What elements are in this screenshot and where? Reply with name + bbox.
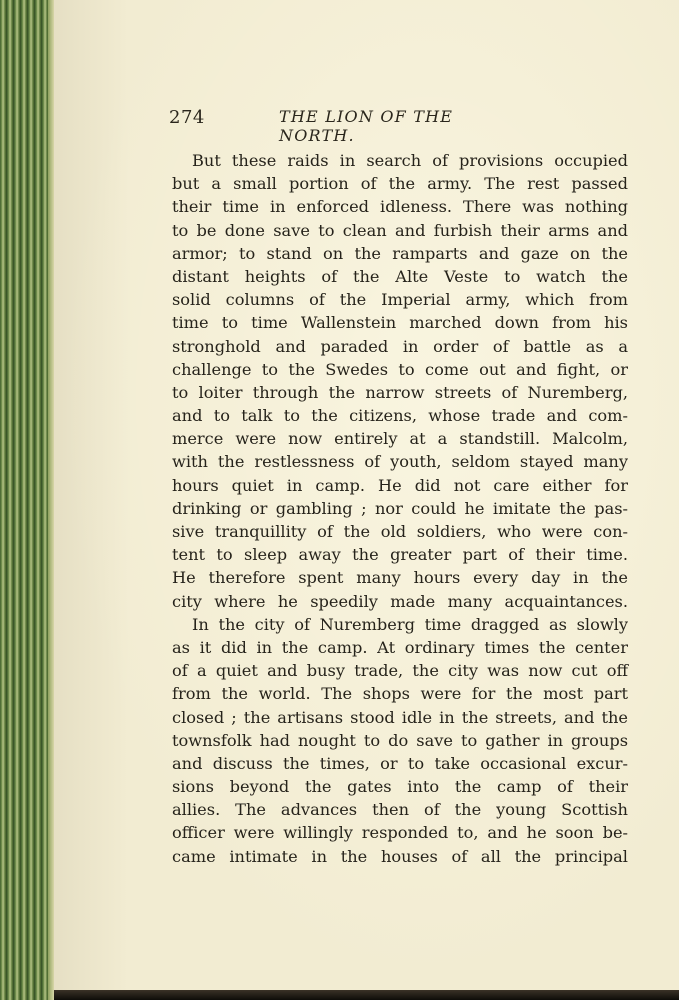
text-line: time to time Wallenstein marched down from his [172,313,628,333]
paragraph-1 [172,149,628,613]
text-line: officer were willingly responded to, and he soon be- [172,823,628,843]
page-edges [0,0,54,1000]
text-line: But these raids in search of provisions occupied [192,151,628,170]
text-line: and to talk to the citizens, whose trade and com- [172,406,628,426]
text-line: hours quiet in camp. He did not care either for [172,475,628,495]
text-line: as it did in the camp. At ordinary times the center [172,637,628,657]
paragraph-2 [172,613,628,868]
text-line: with the restlessness of youth, seldom stayed many [172,452,628,472]
text-line: their time in enforced idleness. There was nothing [172,197,628,217]
text-line: In the city of Nuremberg time dragged as slowly [192,614,628,634]
text-line: solid columns of the Imperial army, which from [172,290,628,310]
running-title: THE LION OF THE NORTH. [279,107,454,145]
text-line: tent to sleep away the greater part of their time. [172,545,628,565]
text-line: stronghold and paraded in order of battle as a [172,336,628,356]
running-head [169,104,529,145]
page-number: 274 [169,107,205,128]
text-line: sions beyond the gates into the camp of their [172,777,628,797]
text-line: drinking or gambling ; nor could he imitate the pas- [172,498,628,518]
text-line: sive tranquillity of the old soldiers, who were con- [172,522,628,541]
text-line: armor; to stand on the ramparts and gaze on the [172,243,628,263]
text-line: challenge to the Swedes to come out and fight, or [172,359,628,379]
body-text [172,149,628,868]
text-line: came intimate in the houses of all the principal [172,846,628,866]
text-line: He therefore spent many hours every day in the [172,568,628,588]
text-line: and discuss the times, or to take occasional excur- [172,753,628,773]
text-line: allies. The advances then of the young Scottish [172,800,628,820]
text-line: distant heights of the Alte Veste to watch the [172,266,628,286]
text-line: but a small portion of the army. The rest passed [172,174,628,194]
page-bottom-shadow [54,990,679,1000]
text-line: from the world. The shops were for the most part [172,684,628,704]
text-line: to loiter through the narrow streets of Nuremberg, [172,382,628,402]
text-line: merce were now entirely at a standstill. Malcolm, [172,429,628,449]
text-line: townsfolk had nought to do save to gather in groups [172,730,628,750]
text-line: city where he speedily made many acquaintances. [172,591,628,611]
text-line: of a quiet and busy trade, the city was now cut off [172,661,628,681]
text-line: closed ; the artisans stood idle in the streets, and the [172,707,628,727]
text-line: to be done save to clean and furbish their arms and [172,220,628,240]
